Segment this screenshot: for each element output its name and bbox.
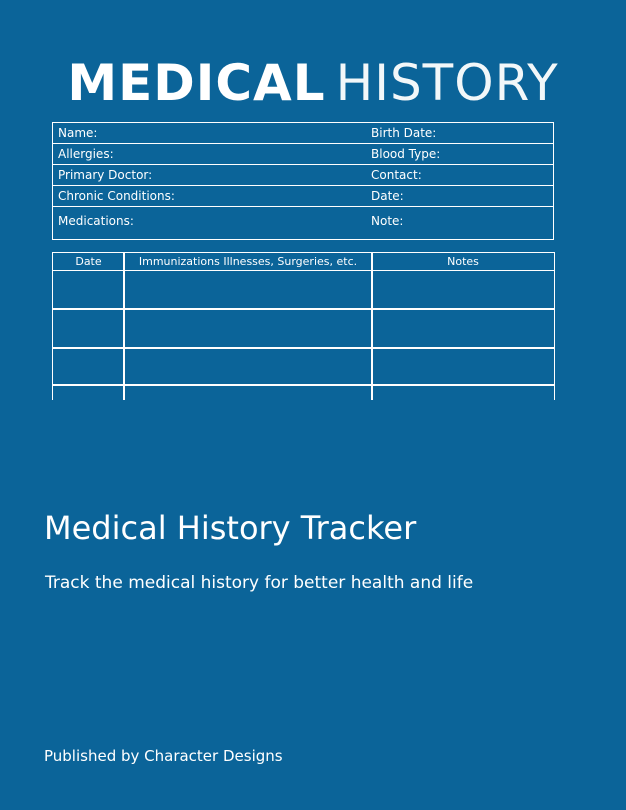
info-row (53, 123, 553, 144)
records-table (52, 252, 555, 400)
cover-heading (0, 48, 626, 118)
date-column-header: Date (75, 255, 102, 268)
row-divider (53, 347, 554, 349)
name-label: Name: (58, 126, 98, 140)
publisher-credit: Published by Character Designs (44, 747, 283, 765)
heading-medical: MEDICAL (67, 54, 326, 112)
info-row (53, 207, 553, 235)
column-divider (371, 253, 373, 400)
book-title: Medical History Tracker (44, 509, 417, 547)
primary-doctor-label: Primary Doctor: (58, 168, 153, 182)
heading-history: HISTORY (335, 54, 559, 112)
blood-type-label: Blood Type: (371, 147, 441, 161)
info-row (53, 144, 553, 165)
notes-column-header: Notes (447, 255, 479, 268)
birth-date-label: Birth Date: (371, 126, 437, 140)
chronic-conditions-label: Chronic Conditions: (58, 189, 175, 203)
row-divider (53, 308, 554, 310)
allergies-label: Allergies: (58, 147, 114, 161)
info-row (53, 186, 553, 207)
book-subtitle: Track the medical history for better health and life (45, 573, 474, 593)
column-divider (123, 253, 125, 400)
note-label: Note: (371, 214, 404, 228)
records-header-row (53, 253, 554, 271)
info-row (53, 165, 553, 186)
contact-label: Contact: (371, 168, 422, 182)
row-divider (53, 384, 554, 386)
events-column-header: Immunizations Illnesses, Surgeries, etc. (138, 255, 358, 268)
date-label: Date: (371, 189, 404, 203)
patient-info-form (52, 122, 554, 240)
medications-label: Medications: (58, 214, 134, 228)
